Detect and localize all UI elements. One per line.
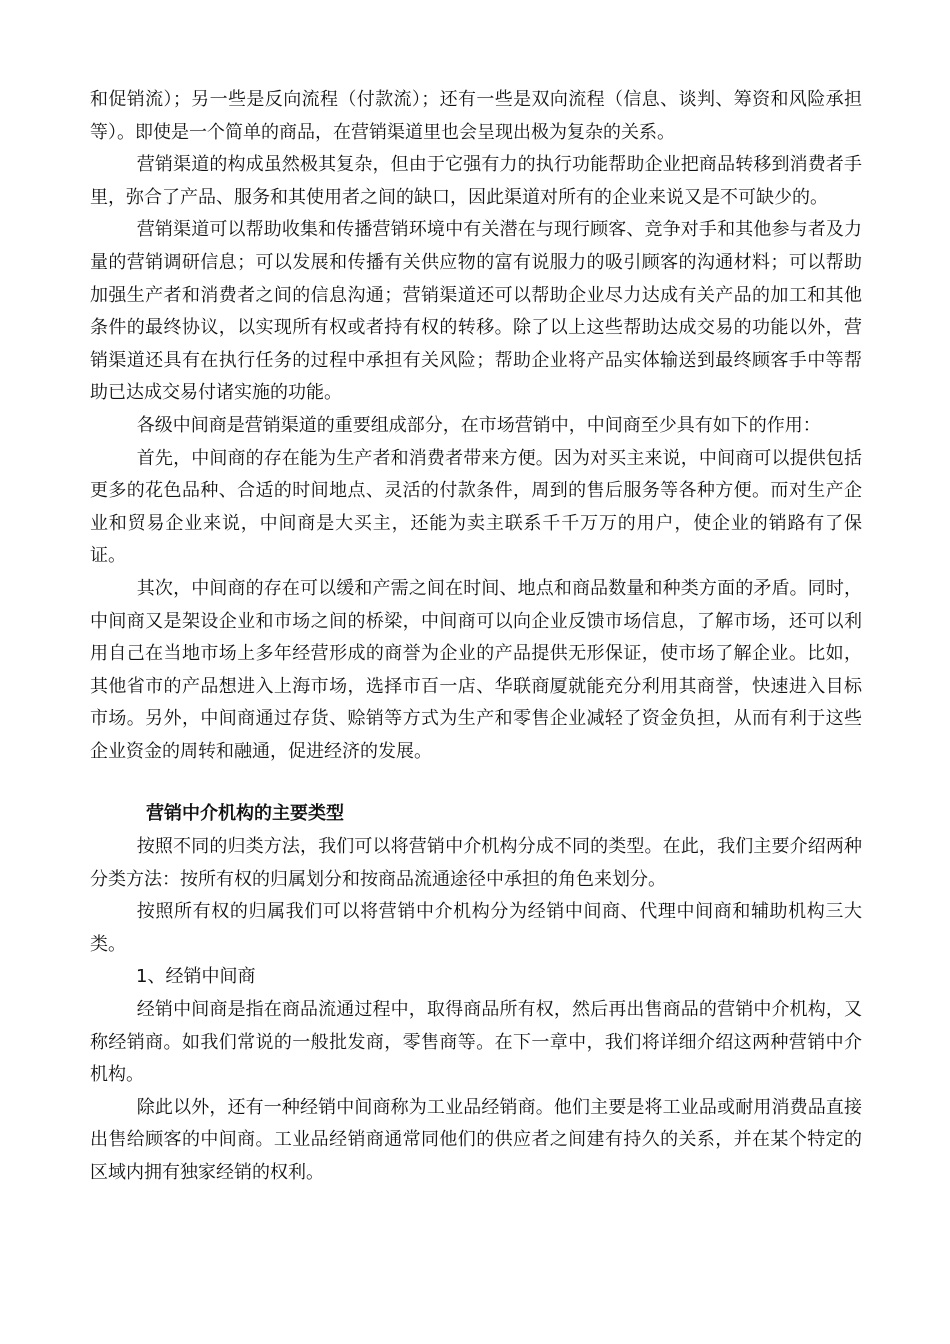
document-body: [90, 84, 862, 1190]
paragraph-channel-functions: 营销渠道可以帮助收集和传播营销环境中有关潜在与现行顾客、竞争对手和其他参与者及力量的营销调研信息；可以发展和传播有关供应物的富有说服力的吸引顾客的沟通材料；可以帮助加强生产者和消费者之间的信息沟通；营销渠道还可以帮助企业尽力达成有关产品的加工和其他条件的最终协议，以实现所有权或者持有权的转移。除了以上这些帮助达成交易的功能以外，营销渠道还具有在执行任务的过程中承担有关风险；帮助企业将产品实体输送到最终顾客手中等帮助已达成交易付诸实施的功能。: [90, 219, 862, 404]
paragraph-second-role: 其次，中间商的存在可以缓和产需之间在时间、地点和商品数量和种类方面的矛盾。同时，中间商又是架设企业和市场之间的桥梁，中间商可以向企业反馈市场信息，了解市场，还可以利用自己在当地市场上多年经营形成的商誉为企业的产品提供无形保证，使市场了解企业。比如，其他省市的产品想进入上海市场，选择市百一店、华联商厦就能充分利用其商誉，快速进入目标市场。另外，中间商通过存货、赊销等方式为生产和零售企业减轻了资金负担，从而有利于这些企业资金的周转和融通，促进经济的发展。: [90, 577, 862, 762]
list-label-dealer: 1、经销中间商: [136, 966, 256, 988]
paragraph-industrial-dealer: 除此以外，还有一种经销中间商称为工业品经销商。他们主要是将工业品或耐用消费品直接出售给顾客的中间商。工业品经销商通常同他们的供应者之间建有持久的关系，并在某个特定的区域内拥有独家经销的权利。: [90, 1096, 862, 1183]
paragraph-dealer-definition: 经销中间商是指在商品流通过程中，取得商品所有权，然后再出售商品的营销中介机构，又称经销商。如我们常说的一般批发商，零售商等。在下一章中，我们将详细介绍这两种营销中介机构。: [90, 999, 862, 1086]
paragraph-ownership-categories: 按照所有权的归属我们可以将营销中介机构分为经销中间商、代理中间商和辅助机构三大类。: [90, 901, 862, 955]
paragraph-classification-methods: 按照不同的归类方法，我们可以将营销中介机构分成不同的类型。在此，我们主要介绍两种分类方法：按所有权的归属划分和按商品流通途径中承担的角色来划分。: [90, 836, 862, 890]
paragraph-channel-complexity: 营销渠道的构成虽然极其复杂，但由于它强有力的执行功能帮助企业把商品转移到消费者手里，弥合了产品、服务和其使用者之间的缺口，因此渠道对所有的企业来说又是不可缺少的。: [90, 154, 862, 208]
paragraph-first-role: 首先，中间商的存在能为生产者和消费者带来方便。因为对买主来说，中间商可以提供包括更多的花色品种、合适的时间地点、灵活的付款条件，周到的售后服务等各种方便。而对生产企业和贸易企业来说，中间商是大买主，还能为卖主联系千千万万的用户，使企业的销路有了保证。: [90, 447, 862, 567]
section-heading: 营销中介机构的主要类型: [146, 803, 344, 825]
section-spacer: [90, 768, 862, 798]
paragraph-flow-directions: 和促销流）；另一些是反向流程（付款流）；还有一些是双向流程（信息、谈判、筹资和风险承担等）。即使是一个简单的商品，在营销渠道里也会呈现出极为复杂的关系。: [90, 89, 862, 143]
paragraph-intermediary-roles-intro: 各级中间商是营销渠道的重要组成部分，在市场营销中，中间商至少具有如下的作用：: [136, 414, 821, 436]
